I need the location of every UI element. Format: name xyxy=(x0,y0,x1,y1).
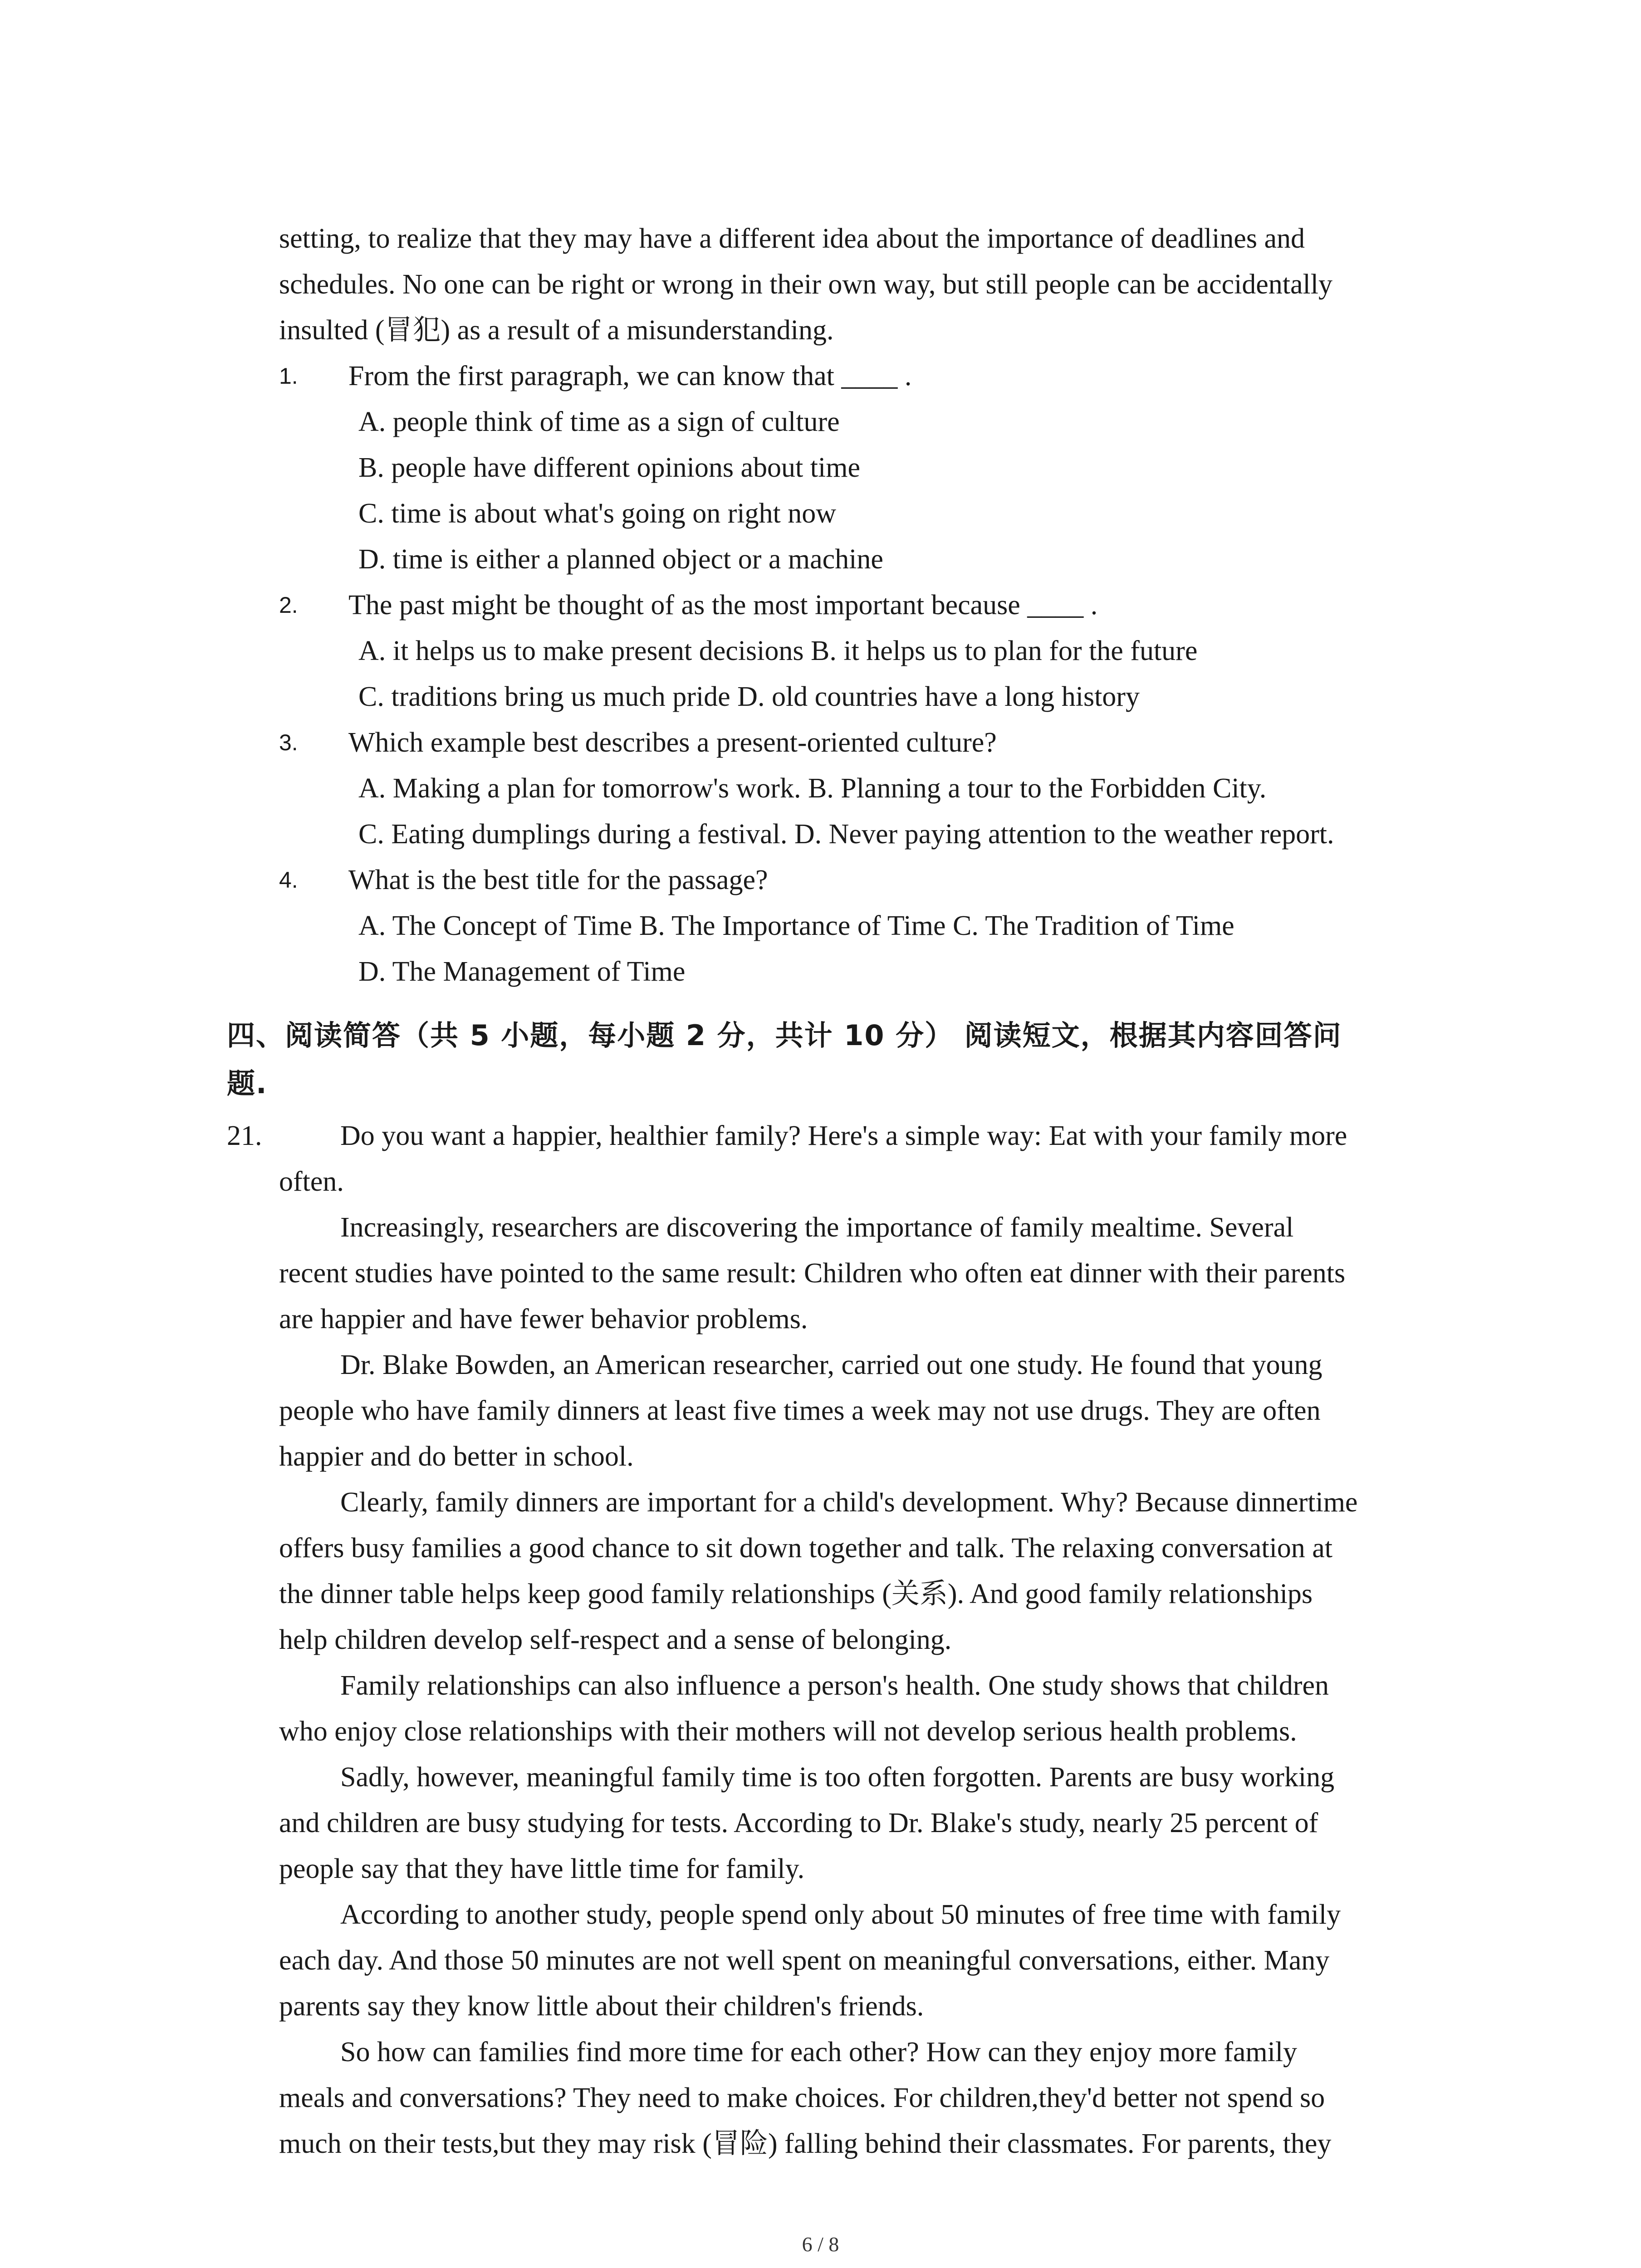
passage-line: parents say they know little about their children's friends. xyxy=(279,1991,924,2022)
option-line: A. it helps us to make present decisions B. it helps us to plan for the future xyxy=(358,635,1198,666)
question-text: Which example best describes a present-oriented culture? xyxy=(348,727,997,758)
question-number: 4. xyxy=(279,867,298,893)
option-line: A. The Concept of Time B. The Importance of Time C. The Tradition of Time xyxy=(358,910,1234,941)
passage-line: Clearly, family dinners are important for a child's development. Why? Because dinnertime xyxy=(340,1487,1358,1518)
passage-line: offers busy families a good chance to sit down together and talk. The relaxing conversation at xyxy=(279,1533,1333,1564)
passage-line: much on their tests,but they may risk (冒险) falling behind their classmates. For parents, they xyxy=(279,2128,1332,2159)
passage-line: setting, to realize that they may have a different idea about the importance of deadlines and xyxy=(279,223,1305,254)
option-line: C. traditions bring us much pride D. old countries have a long history xyxy=(358,681,1140,712)
passage-line: meals and conversations? They need to make choices. For children,they'd better not spend so xyxy=(279,2082,1325,2113)
page-number: 6 / 8 xyxy=(802,2233,839,2256)
option-line: B. people have different opinions about time xyxy=(358,452,860,483)
passage-line: people who have family dinners at least five times a week may not use drugs. They are often xyxy=(279,1395,1321,1426)
passage-line: each day. And those 50 minutes are not well spent on meaningful conversations, either. Many xyxy=(279,1945,1330,1976)
question-text: What is the best title for the passage? xyxy=(348,865,768,895)
passage-line: Do you want a happier, healthier family? Here's a simple way: Eat with your family more xyxy=(340,1120,1347,1151)
passage-line: happier and do better in school. xyxy=(279,1441,634,1472)
passage-line: Increasingly, researchers are discovering the importance of family mealtime. Several xyxy=(340,1212,1294,1243)
passage-line: are happier and have fewer behavior problems. xyxy=(279,1304,808,1334)
passage-line: and children are busy studying for tests. According to Dr. Blake's study, nearly 25 percent of xyxy=(279,1808,1318,1838)
passage-line: Family relationships can also influence a person's health. One study shows that children xyxy=(340,1670,1329,1701)
passage-line: recent studies have pointed to the same result: Children who often eat dinner with their parents xyxy=(279,1258,1346,1289)
passage-line: people say that they have little time for family. xyxy=(279,1853,805,1884)
option-line: D. time is either a planned object or a machine xyxy=(358,544,883,575)
passage-line: the dinner table helps keep good family relationships (关系). And good family relationships xyxy=(279,1579,1313,1609)
item-number: 21. xyxy=(227,1120,262,1151)
passage-line: So how can families find more time for each other? How can they enjoy more family xyxy=(340,2037,1298,2068)
passage-line: insulted (冒犯) as a result of a misunderstanding. xyxy=(279,315,834,346)
question-text: The past might be thought of as the most important because ____ . xyxy=(348,590,1098,621)
passage-line: who enjoy close relationships with their mothers will not develop serious health problems. xyxy=(279,1716,1297,1747)
question-number: 1. xyxy=(279,363,298,389)
question-number: 2. xyxy=(279,592,298,618)
option-line: A. Making a plan for tomorrow's work. B. Planning a tour to the Forbidden City. xyxy=(358,773,1267,804)
passage-line: According to another study, people spend only about 50 minutes of free time with family xyxy=(340,1899,1341,1930)
question-text: From the first paragraph, we can know that ____ . xyxy=(348,361,912,391)
passage-line: Sadly, however, meaningful family time is too often forgotten. Parents are busy working xyxy=(340,1762,1335,1793)
passage-line: Dr. Blake Bowden, an American researcher, carried out one study. He found that young xyxy=(340,1349,1323,1380)
option-line: C. Eating dumplings during a festival. D. Never paying attention to the weather report. xyxy=(358,819,1334,850)
question-number: 3. xyxy=(279,730,298,755)
section-heading-continued: 题. xyxy=(227,1067,268,1100)
option-line: D. The Management of Time xyxy=(358,956,686,987)
option-line: A. people think of time as a sign of culture xyxy=(358,406,840,437)
section-heading: 四、阅读简答（共 5 小题，每小题 2 分，共计 10 分） 阅读短文，根据其内容回答问 xyxy=(227,1019,1342,1052)
passage-line: help children develop self-respect and a sense of belonging. xyxy=(279,1624,952,1655)
passage-line: schedules. No one can be right or wrong in their own way, but still people can be accidentally xyxy=(279,269,1333,300)
option-line: C. time is about what's going on right now xyxy=(358,498,837,529)
passage-line: often. xyxy=(279,1166,344,1197)
